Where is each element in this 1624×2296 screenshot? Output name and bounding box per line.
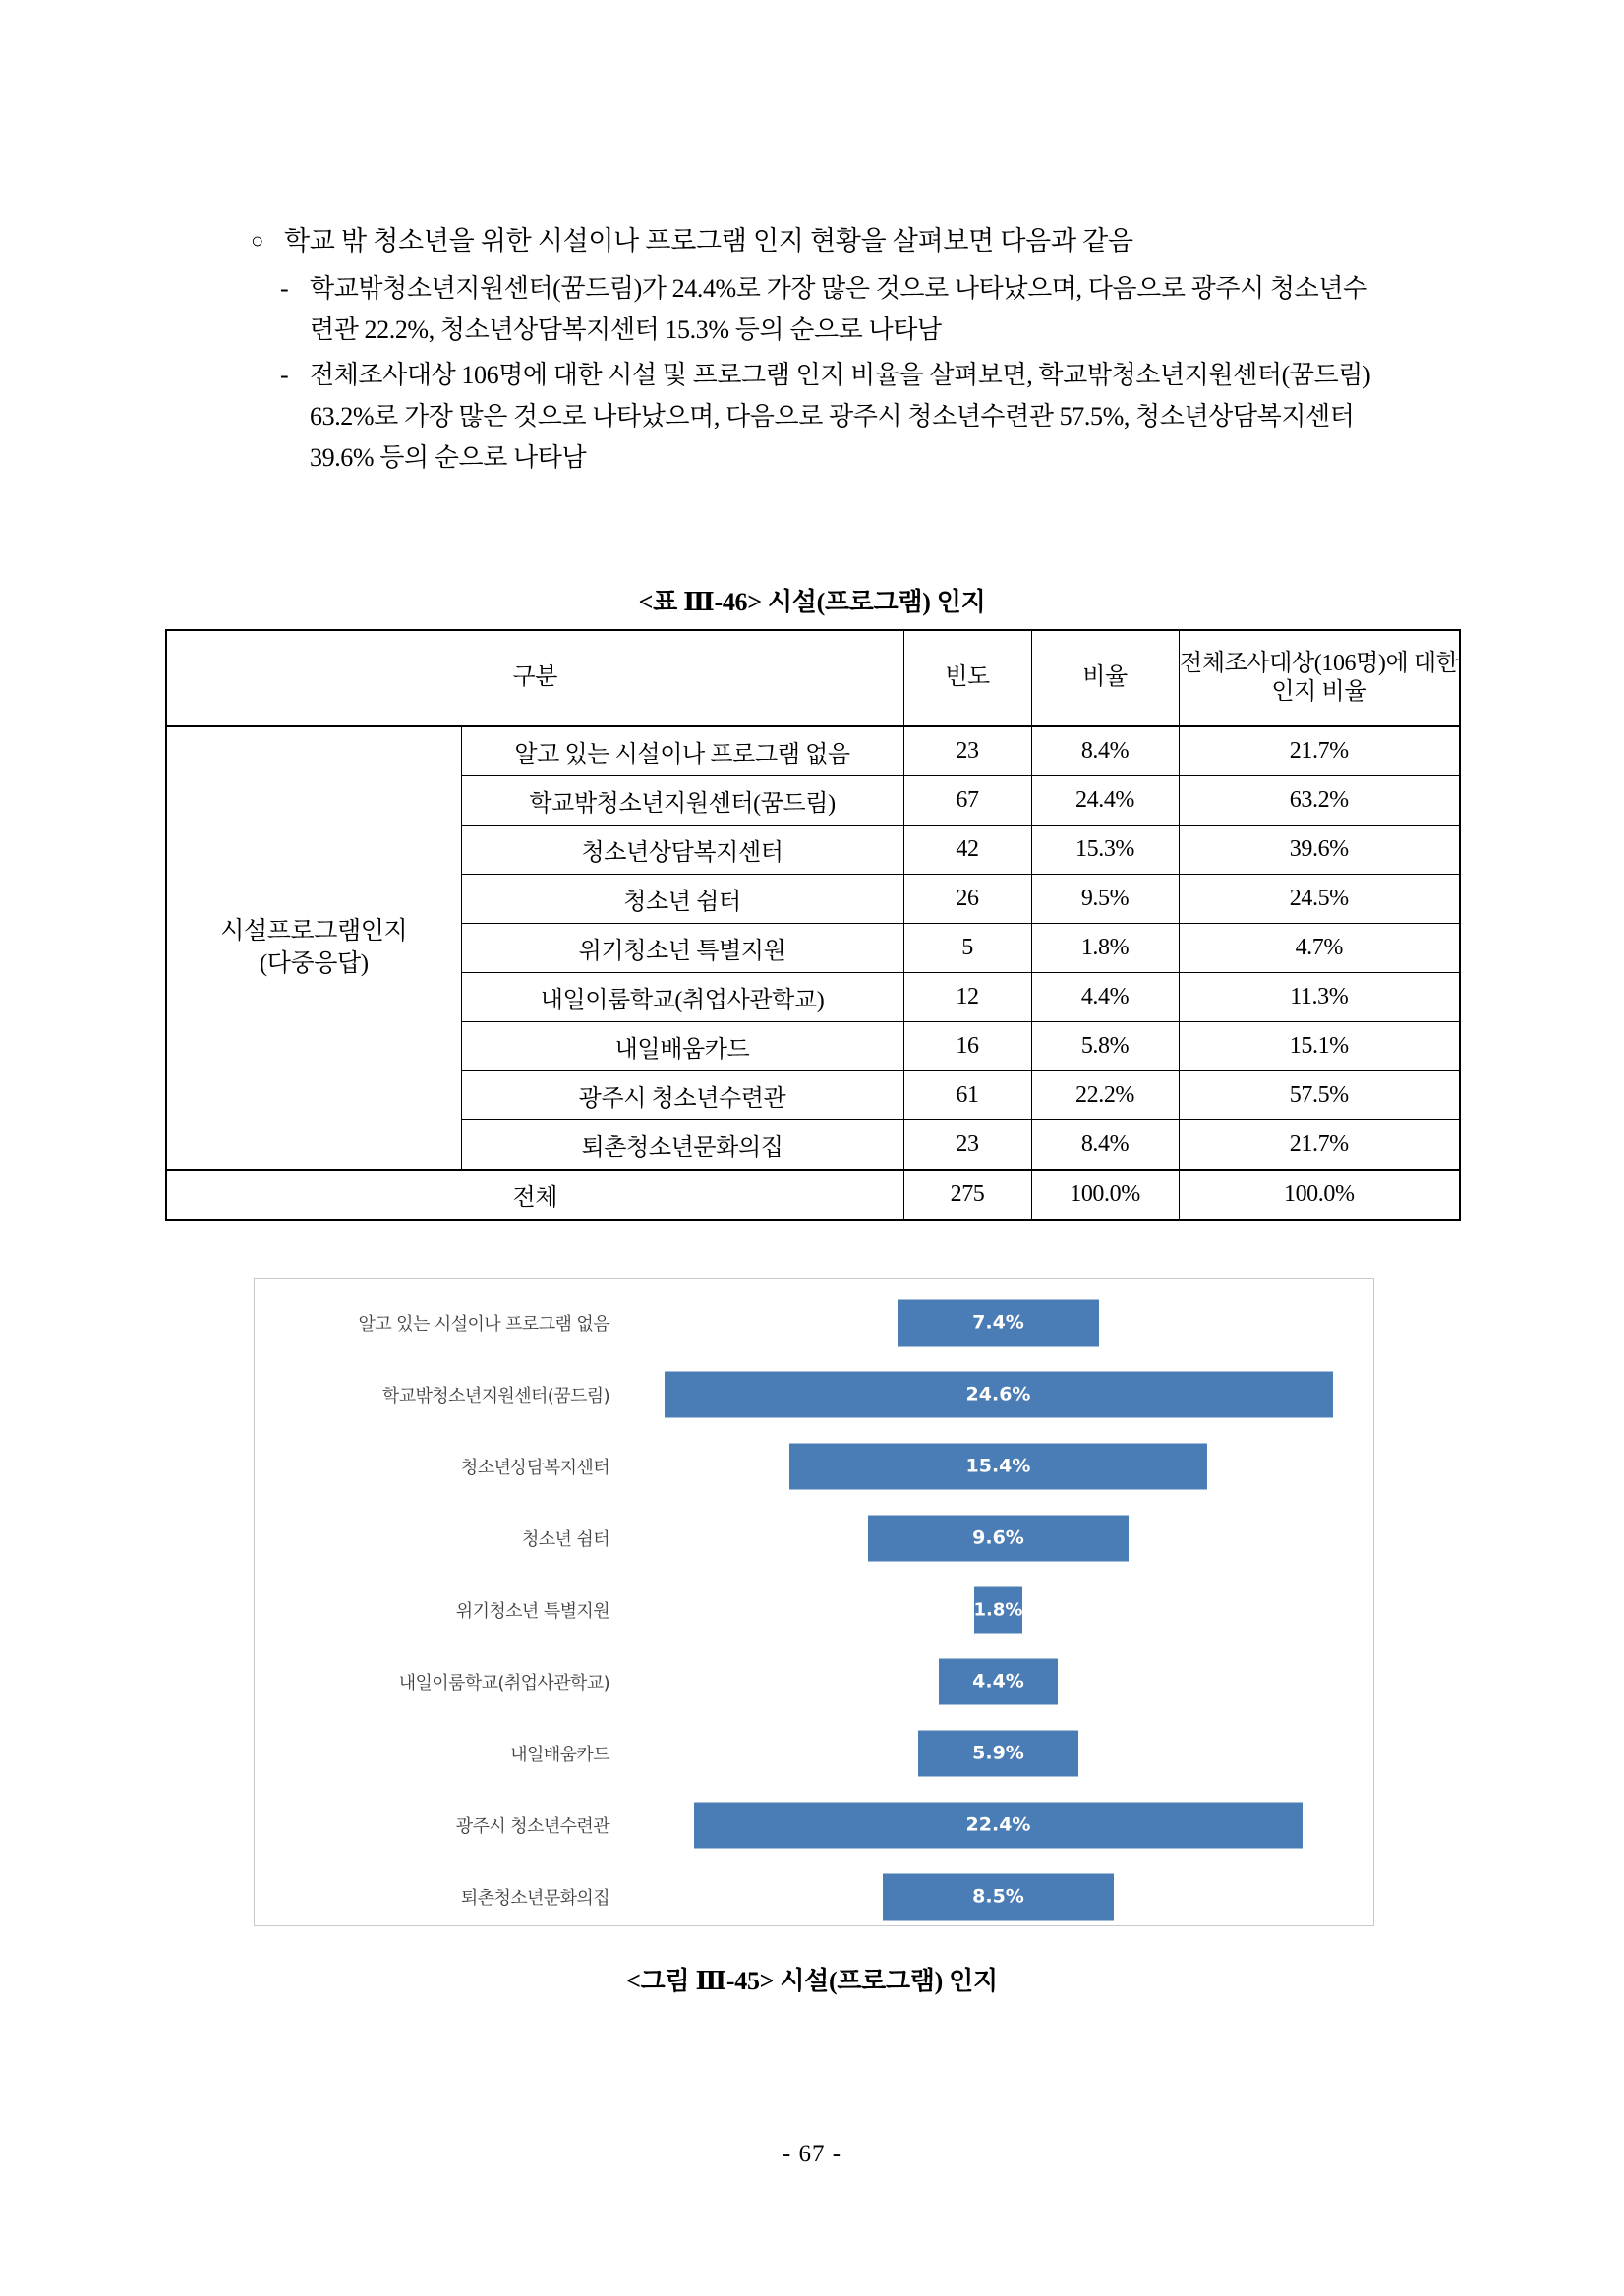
row-overall: 4.7% [1179,924,1460,973]
table-caption: <표 Ⅲ-46> 시설(프로그램) 인지 [638,588,986,616]
row-label: 위기청소년 특별지원 [461,924,903,973]
header-ratio: 비율 [1031,630,1179,726]
row-overall: 63.2% [1179,776,1460,826]
total-overall: 100.0% [1179,1170,1460,1220]
chart-bar-value-label: 9.6% [972,1526,1024,1549]
row-label: 퇴촌청소년문화의집 [461,1120,903,1171]
row-group-label-line1: 시설프로그램인지 [220,918,408,945]
row-group-label-line2: (다중응답) [259,949,369,977]
chart-bar-value-label: 4.4% [972,1670,1024,1693]
row-overall: 11.3% [1179,973,1460,1022]
chart-bar [974,1586,1023,1633]
row-label: 내일배움카드 [461,1022,903,1071]
row-overall: 57.5% [1179,1071,1460,1120]
bullet-marker-dash: - [280,361,289,390]
chart-bar-value-label: 15.4% [965,1455,1031,1477]
chart-bar-value-label: 22.4% [965,1813,1031,1836]
row-frequency: 23 [903,1120,1031,1171]
chart-category-label: 위기청소년 특별지원 [455,1600,609,1622]
row-ratio: 8.4% [1031,1120,1179,1171]
chart-bar-track [623,1502,1373,1574]
chart-bar [665,1371,1333,1417]
chart-row [255,1717,1373,1789]
chart-bar-value-label: 1.8% [973,1599,1023,1620]
row-ratio: 24.4% [1031,776,1179,826]
row-overall: 39.6% [1179,826,1460,875]
chart-row [255,1358,1373,1430]
chart-bar-track [623,1430,1373,1502]
chart-category-label: 내일이룸학교(취업사관학교) [398,1672,609,1693]
row-label: 청소년 쉼터 [461,875,903,924]
table-header-row [166,630,1460,726]
row-label: 학교밖청소년지원센터(꿈드림) [461,776,903,826]
chart-row [255,1789,1373,1861]
facility-awareness-table [165,629,1459,1221]
chart-category-label: 광주시 청소년수련관 [455,1815,609,1837]
chart-category-label: 청소년상담복지센터 [460,1457,609,1478]
row-group-label [166,726,461,1170]
row-frequency: 16 [903,1022,1031,1071]
chart-row [255,1645,1373,1717]
header-category: 구분 [166,630,903,726]
bullet-marker-dash: - [280,273,289,303]
bullet-level1-text: 학교 밖 청소년을 위한 시설이나 프로그램 인지 현황을 살펴보면 다음과 같음 [284,226,1133,256]
chart-category-label: 내일배움카드 [510,1744,609,1765]
summary-bullets [251,221,1391,483]
row-ratio: 5.8% [1031,1022,1179,1071]
row-ratio: 4.4% [1031,973,1179,1022]
row-label: 내일이룸학교(취업사관학교) [461,973,903,1022]
bullet-level2-first [280,268,1391,351]
row-ratio: 1.8% [1031,924,1179,973]
chart-bar-track [623,1789,1373,1861]
chart-bar-track [623,1574,1373,1645]
row-frequency: 42 [903,826,1031,875]
row-label: 광주시 청소년수련관 [461,1071,903,1120]
chart-bar [939,1658,1059,1704]
row-frequency: 67 [903,776,1031,826]
table-total-row [166,1170,1460,1220]
row-frequency: 12 [903,973,1031,1022]
chart-category-label: 청소년 쉼터 [521,1528,609,1550]
bullet-level1 [251,221,1391,262]
total-frequency: 275 [903,1170,1031,1220]
chart-bar [918,1730,1078,1776]
header-overall-ratio: 전체조사대상(106명)에 대한 인지 비율 [1179,630,1460,726]
page-number: - 67 - [782,2141,842,2167]
total-label: 전체 [166,1170,903,1220]
row-overall: 24.5% [1179,875,1460,924]
bullet-level2-second [280,355,1391,479]
row-ratio: 9.5% [1031,875,1179,924]
chart-bar-value-label: 24.6% [965,1383,1031,1406]
chart-row [255,1861,1373,1932]
chart-row [255,1502,1373,1574]
facility-awareness-chart [254,1278,1374,1926]
header-frequency: 빈도 [903,630,1031,726]
chart-row [255,1287,1373,1358]
row-label: 청소년상담복지센터 [461,826,903,875]
chart-plot-area [255,1279,1373,1925]
chart-bar [694,1802,1303,1848]
bullet-level2-second-text: 전체조사대상 106명에 대한 시설 및 프로그램 인지 비율을 살펴보면, 학교밖청소년지원센터(꿈드림) 63.2%로 가장 많은 것으로 나타났으며, 다음으로 광주시 청소년수련관 57.5%, 청소년상담복지센터 39.6% 등의 순으로 나타남 [310,361,1371,473]
row-overall: 21.7% [1179,726,1460,776]
chart-bar-value-label: 8.5% [972,1885,1024,1908]
chart-bar-track [623,1287,1373,1358]
chart-bar [898,1299,1099,1346]
chart-category-label: 퇴촌청소년문화의집 [460,1887,609,1909]
chart-bar-track [623,1645,1373,1717]
chart-row [255,1430,1373,1502]
table-row [166,726,1460,776]
chart-bar-value-label: 7.4% [972,1311,1024,1334]
row-overall: 15.1% [1179,1022,1460,1071]
chart-bar-value-label: 5.9% [972,1742,1024,1764]
bullet-level2-first-text: 학교밖청소년지원센터(꿈드림)가 24.4%로 가장 많은 것으로 나타났으며, 다음으로 광주시 청소년수련관 22.2%, 청소년상담복지센터 15.3% 등의 순으로 나타남 [310,273,1367,344]
chart-bar-track [623,1358,1373,1430]
row-ratio: 8.4% [1031,726,1179,776]
bullet-marker-circle: ○ [251,228,263,253]
figure-caption: <그림 Ⅲ-45> 시설(프로그램) 인지 [626,1967,998,1995]
row-frequency: 61 [903,1071,1031,1120]
chart-bar-track [623,1861,1373,1932]
chart-bar [868,1515,1129,1561]
total-ratio: 100.0% [1031,1170,1179,1220]
chart-bar-track [623,1717,1373,1789]
row-frequency: 26 [903,875,1031,924]
chart-bar [789,1443,1208,1489]
chart-row [255,1574,1373,1645]
row-ratio: 15.3% [1031,826,1179,875]
row-label: 알고 있는 시설이나 프로그램 없음 [461,726,903,776]
row-frequency: 23 [903,726,1031,776]
chart-bar [883,1873,1114,1920]
chart-category-label: 학교밖청소년지원센터(꿈드림) [381,1385,609,1406]
row-frequency: 5 [903,924,1031,973]
chart-category-label: 알고 있는 시설이나 프로그램 없음 [358,1313,609,1335]
row-ratio: 22.2% [1031,1071,1179,1120]
row-overall: 21.7% [1179,1120,1460,1171]
